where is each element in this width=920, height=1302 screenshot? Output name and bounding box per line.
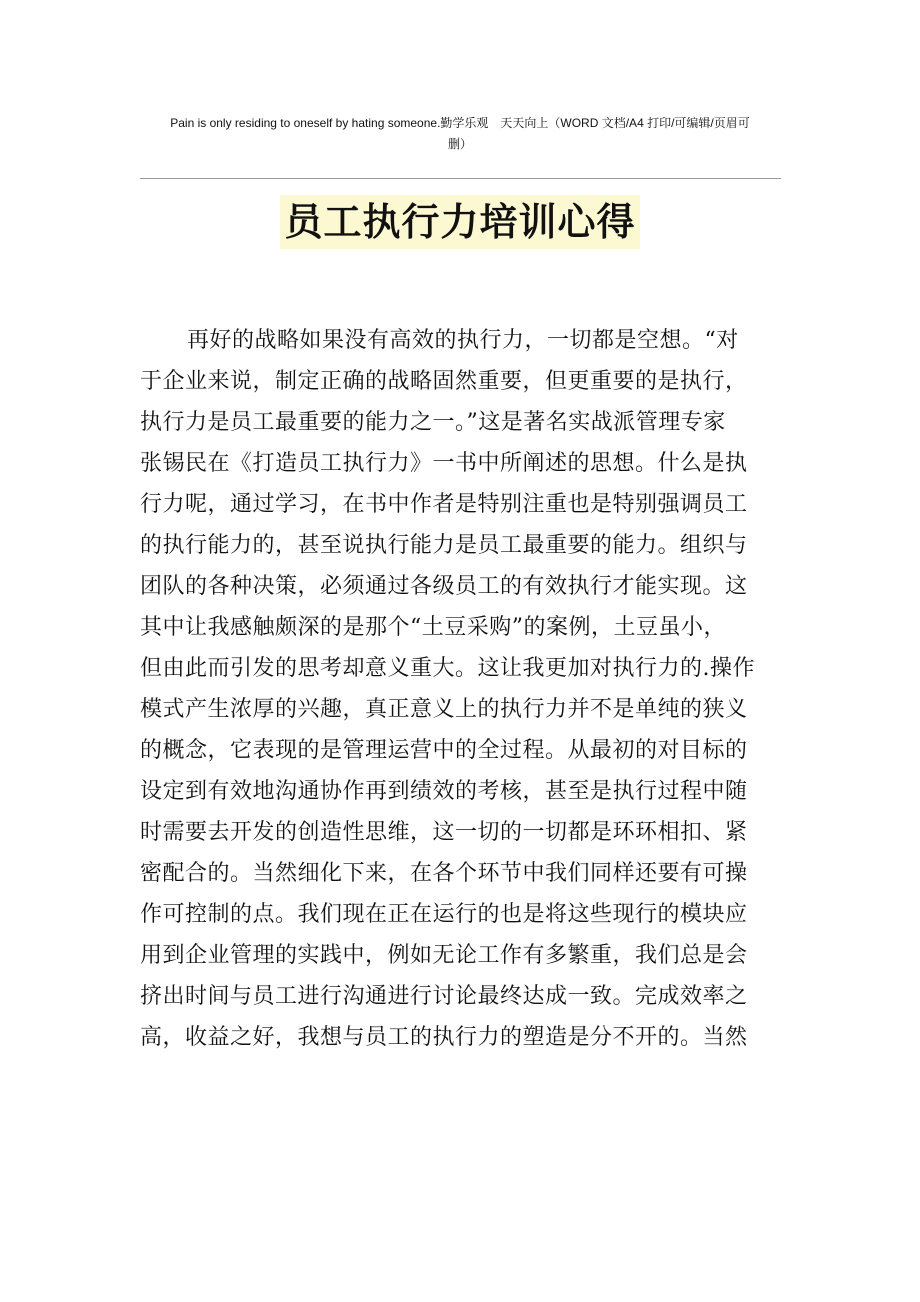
text-line: 其中让我感触颇深的是那个“土豆采购”的案例，土豆虽小， — [140, 615, 726, 640]
header-line-2: 删） — [447, 137, 472, 151]
document-title: 员工执行力培训心得 — [280, 195, 639, 249]
text-line: 行力呢，通过学习，在书中作者是特别注重也是特别强调员工 — [140, 492, 748, 517]
text-line: 时需要去开发的创造性思维，这一切的一切都是环环相扣、紧 — [140, 820, 748, 845]
text-line: 的执行能力的，甚至说执行能力是员工最重要的能力。组织与 — [140, 533, 748, 558]
text-line: 再好的战略如果没有高效的执行力，一切都是空想。“对 — [187, 328, 739, 353]
title-container — [0, 195, 920, 249]
text-line: 密配合的。当然细化下来，在各个环节中我们同样还要有可操 — [140, 861, 748, 886]
text-line: 作可控制的点。我们现在正在运行的也是将这些现行的模块应 — [140, 902, 748, 927]
text-line: 的概念，它表现的是管理运营中的全过程。从最初的对目标的 — [140, 738, 748, 763]
page-header — [140, 113, 780, 155]
text-line: 高，收益之好，我想与员工的执行力的塑造是分不开的。当然 — [140, 1025, 748, 1050]
text-line: 模式产生浓厚的兴趣，真正意义上的执行力并不是单纯的狭义 — [140, 697, 748, 722]
header-line-1: Pain is only residing to oneself by hating someone.勤学乐观 天天向上（WORD 文档/A4 打印/可编辑/页眉可 — [170, 116, 750, 130]
text-line: 于企业来说，制定正确的战略固然重要，但更重要的是执行， — [140, 369, 748, 394]
text-line: 设定到有效地沟通协作再到绩效的考核，甚至是执行过程中随 — [140, 779, 748, 804]
text-line: 执行力是员工最重要的能力之一。”这是著名实战派管理专家 — [140, 410, 726, 435]
text-line: 团队的各种决策，必须通过各级员工的有效执行才能实现。这 — [140, 574, 748, 599]
text-line: 但由此而引发的思考却意义重大。这让我更加对执行力的.操作 — [140, 656, 755, 681]
text-line: 用到企业管理的实践中，例如无论工作有多繁重，我们总是会 — [140, 943, 748, 968]
body-paragraph — [140, 320, 780, 1058]
text-line: 张锡民在《打造员工执行力》一书中所阐述的思想。什么是执 — [140, 451, 748, 476]
text-line: 挤出时间与员工进行沟通进行讨论最终达成一致。完成效率之 — [140, 984, 748, 1009]
header-divider — [140, 178, 781, 179]
